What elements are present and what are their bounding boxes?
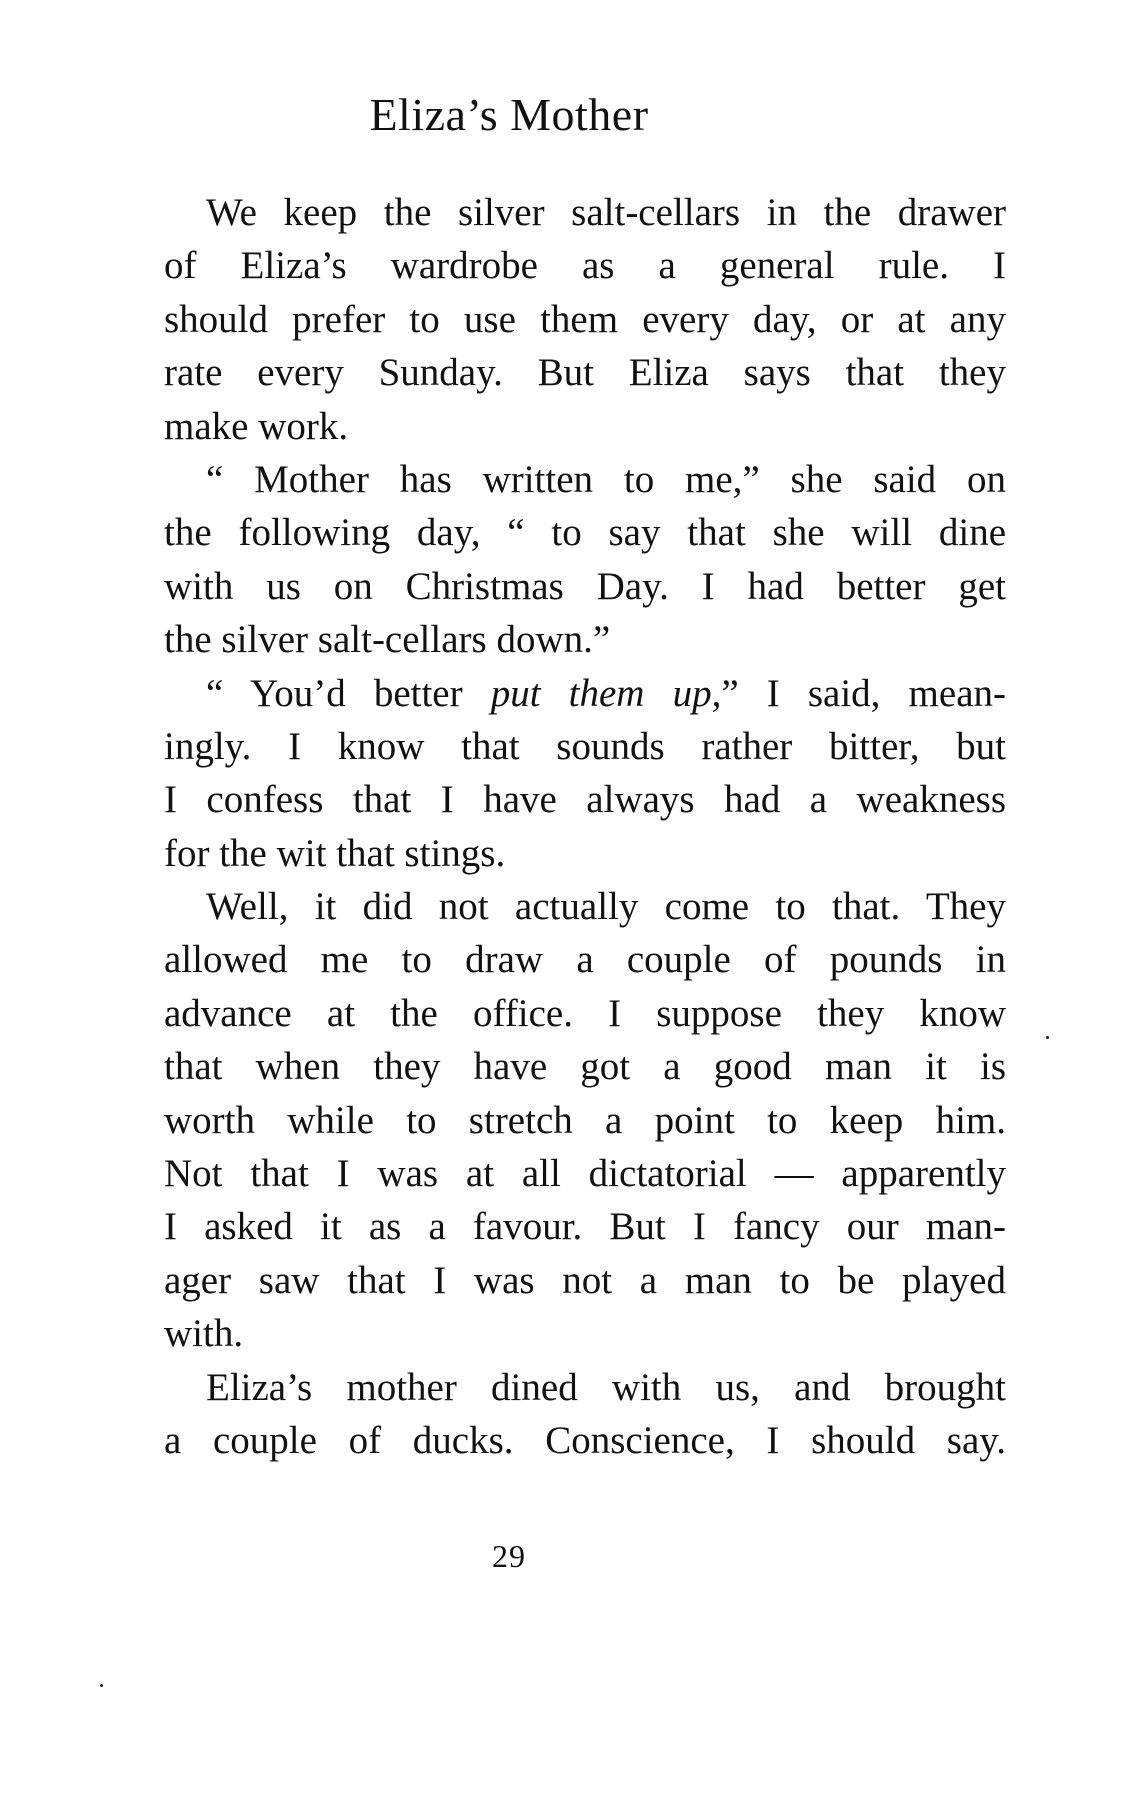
text-line: allowed me to draw a couple of pounds in [164,938,1006,982]
text-span: ” I said, mean- [721,671,1006,715]
text-line: of Eliza’s wardrobe as a general rule. I [164,244,1006,288]
scan-speck [1046,1036,1049,1039]
text-line: ager saw that I was not a man to be played [164,1258,1006,1302]
text-line: with. [164,1312,244,1356]
text-line: Eliza’s mother dined with us, and brought [206,1365,1006,1409]
text-line: rate every Sunday. But Eliza says that they [164,351,1006,395]
text-line: with us on Christmas Day. I had better get [164,564,1006,608]
text-line: I asked it as a favour. But I fancy our man- [164,1205,1006,1249]
text-line: ingly. I know that sounds rather bitter, but [164,724,1006,768]
running-head: Eliza’s Mother [369,89,649,140]
text-line: Well, it did not actually come to that. They [206,885,1006,929]
text-span: “ You’d better [206,671,491,715]
text-line [164,667,1006,720]
text-line: worth while to stretch a point to keep him. [164,1098,1006,1142]
text-line: for the wit that stings. [164,831,506,875]
italic-phrase: put them up, [490,671,722,715]
body-text [164,186,1006,1467]
text-line: I confess that I have always had a weakness [164,778,1006,822]
page-number: 29 [492,1538,526,1574]
text-line: that when they have got a good man it is [164,1045,1006,1089]
text-line: the following day, “ to say that she will dine [164,511,1006,555]
text-line: Not that I was at all dictatorial — apparently [164,1152,1006,1196]
text-line: make work. [164,404,349,448]
text-line: the silver salt-cellars down.” [164,618,611,662]
scan-speck [100,1684,103,1687]
text-line: We keep the silver salt-cellars in the drawer [206,191,1006,234]
text-line: “ Mother has written to me,” she said on [206,457,1006,501]
text-line: advance at the office. I suppose they know [164,991,1006,1035]
text-line: should prefer to use them every day, or at any [164,297,1006,341]
text-line: a couple of ducks. Conscience, I should say. [164,1418,1006,1462]
